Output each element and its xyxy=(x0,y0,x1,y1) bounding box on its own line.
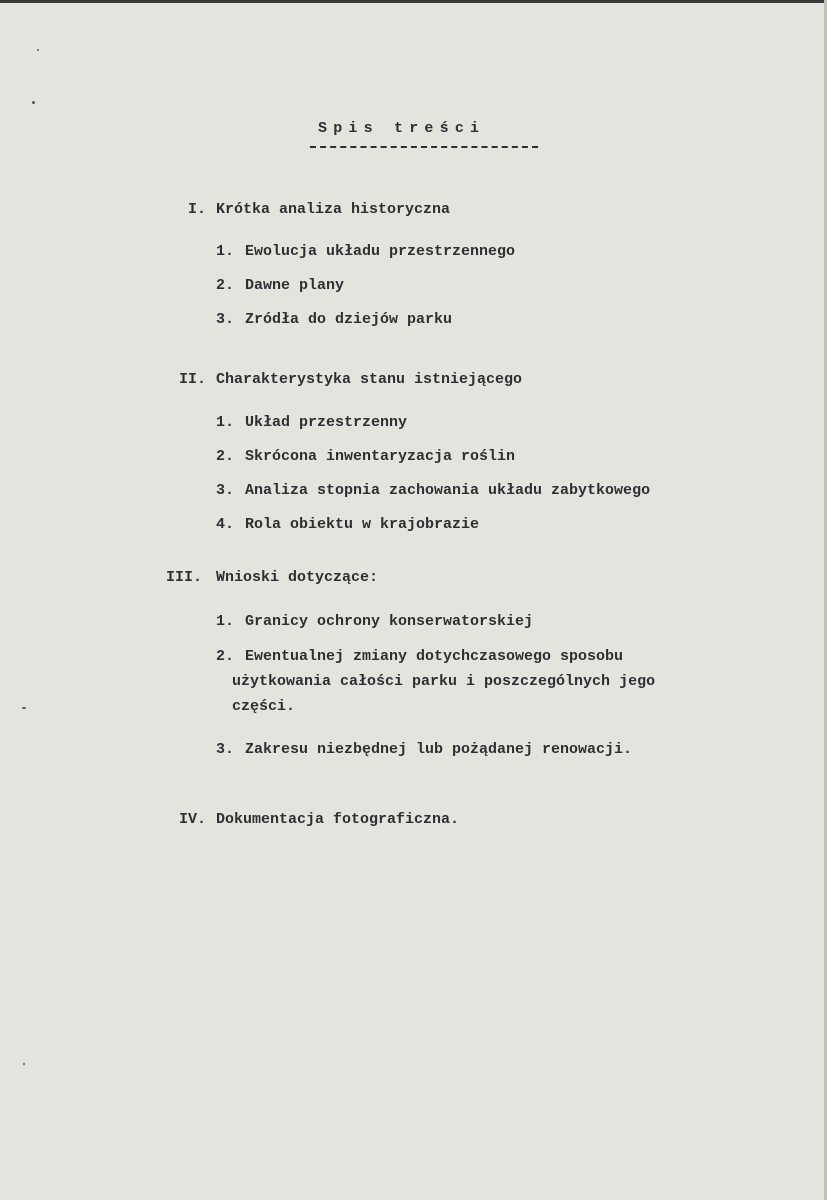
scan-edge-top xyxy=(0,0,827,3)
item-text: użytkowania całości parku i poszczególnych jego xyxy=(232,673,656,690)
item-number: 2. xyxy=(215,648,234,665)
item-text: Zródła do dziejów parku xyxy=(245,311,453,328)
item-text: Rola obiektu w krajobrazie xyxy=(245,516,480,533)
item-text: Zakresu niezbędnej lub pożądanej renowacji. xyxy=(245,741,633,758)
item-text: Granicy ochrony konserwatorskiej xyxy=(245,613,534,630)
item-text: Układ przestrzenny xyxy=(245,414,408,431)
item-number: 3. xyxy=(215,741,234,758)
page-title: Spis treści xyxy=(318,120,486,137)
section-numeral: III. xyxy=(165,569,202,586)
item-text: Dawne plany xyxy=(245,277,345,294)
item-number: 2. xyxy=(215,277,234,294)
section-label: Charakterystyka stanu istniejącego xyxy=(216,371,523,388)
item-number: 4. xyxy=(215,516,234,533)
section-label: Wnioski dotyczące: xyxy=(216,569,379,586)
item-text: Ewolucja układu przestrzennego xyxy=(245,243,516,260)
scan-speck xyxy=(32,101,35,104)
scan-speck xyxy=(37,49,39,51)
section-label: Dokumentacja fotograficzna. xyxy=(216,811,460,828)
item-number: 1. xyxy=(215,414,234,431)
item-text: części. xyxy=(232,698,296,715)
item-number: 1. xyxy=(215,243,234,260)
title-underline xyxy=(310,146,538,148)
item-text: Analiza stopnia zachowania układu zabytkowego xyxy=(245,482,651,499)
item-number: 3. xyxy=(215,482,234,499)
section-numeral: I. xyxy=(187,201,206,218)
section-numeral: IV. xyxy=(178,811,206,828)
item-number: 1. xyxy=(215,613,234,630)
item-text: Ewentualnej zmiany dotychczasowego sposobu xyxy=(245,648,624,665)
section-numeral: II. xyxy=(178,371,206,388)
section-label: Krótka analiza historyczna xyxy=(216,201,451,218)
scan-speck xyxy=(22,707,26,709)
scan-speck xyxy=(23,1063,25,1065)
item-number: 3. xyxy=(215,311,234,328)
item-text: Skrócona inwentaryzacja roślin xyxy=(245,448,516,465)
item-number: 2. xyxy=(215,448,234,465)
